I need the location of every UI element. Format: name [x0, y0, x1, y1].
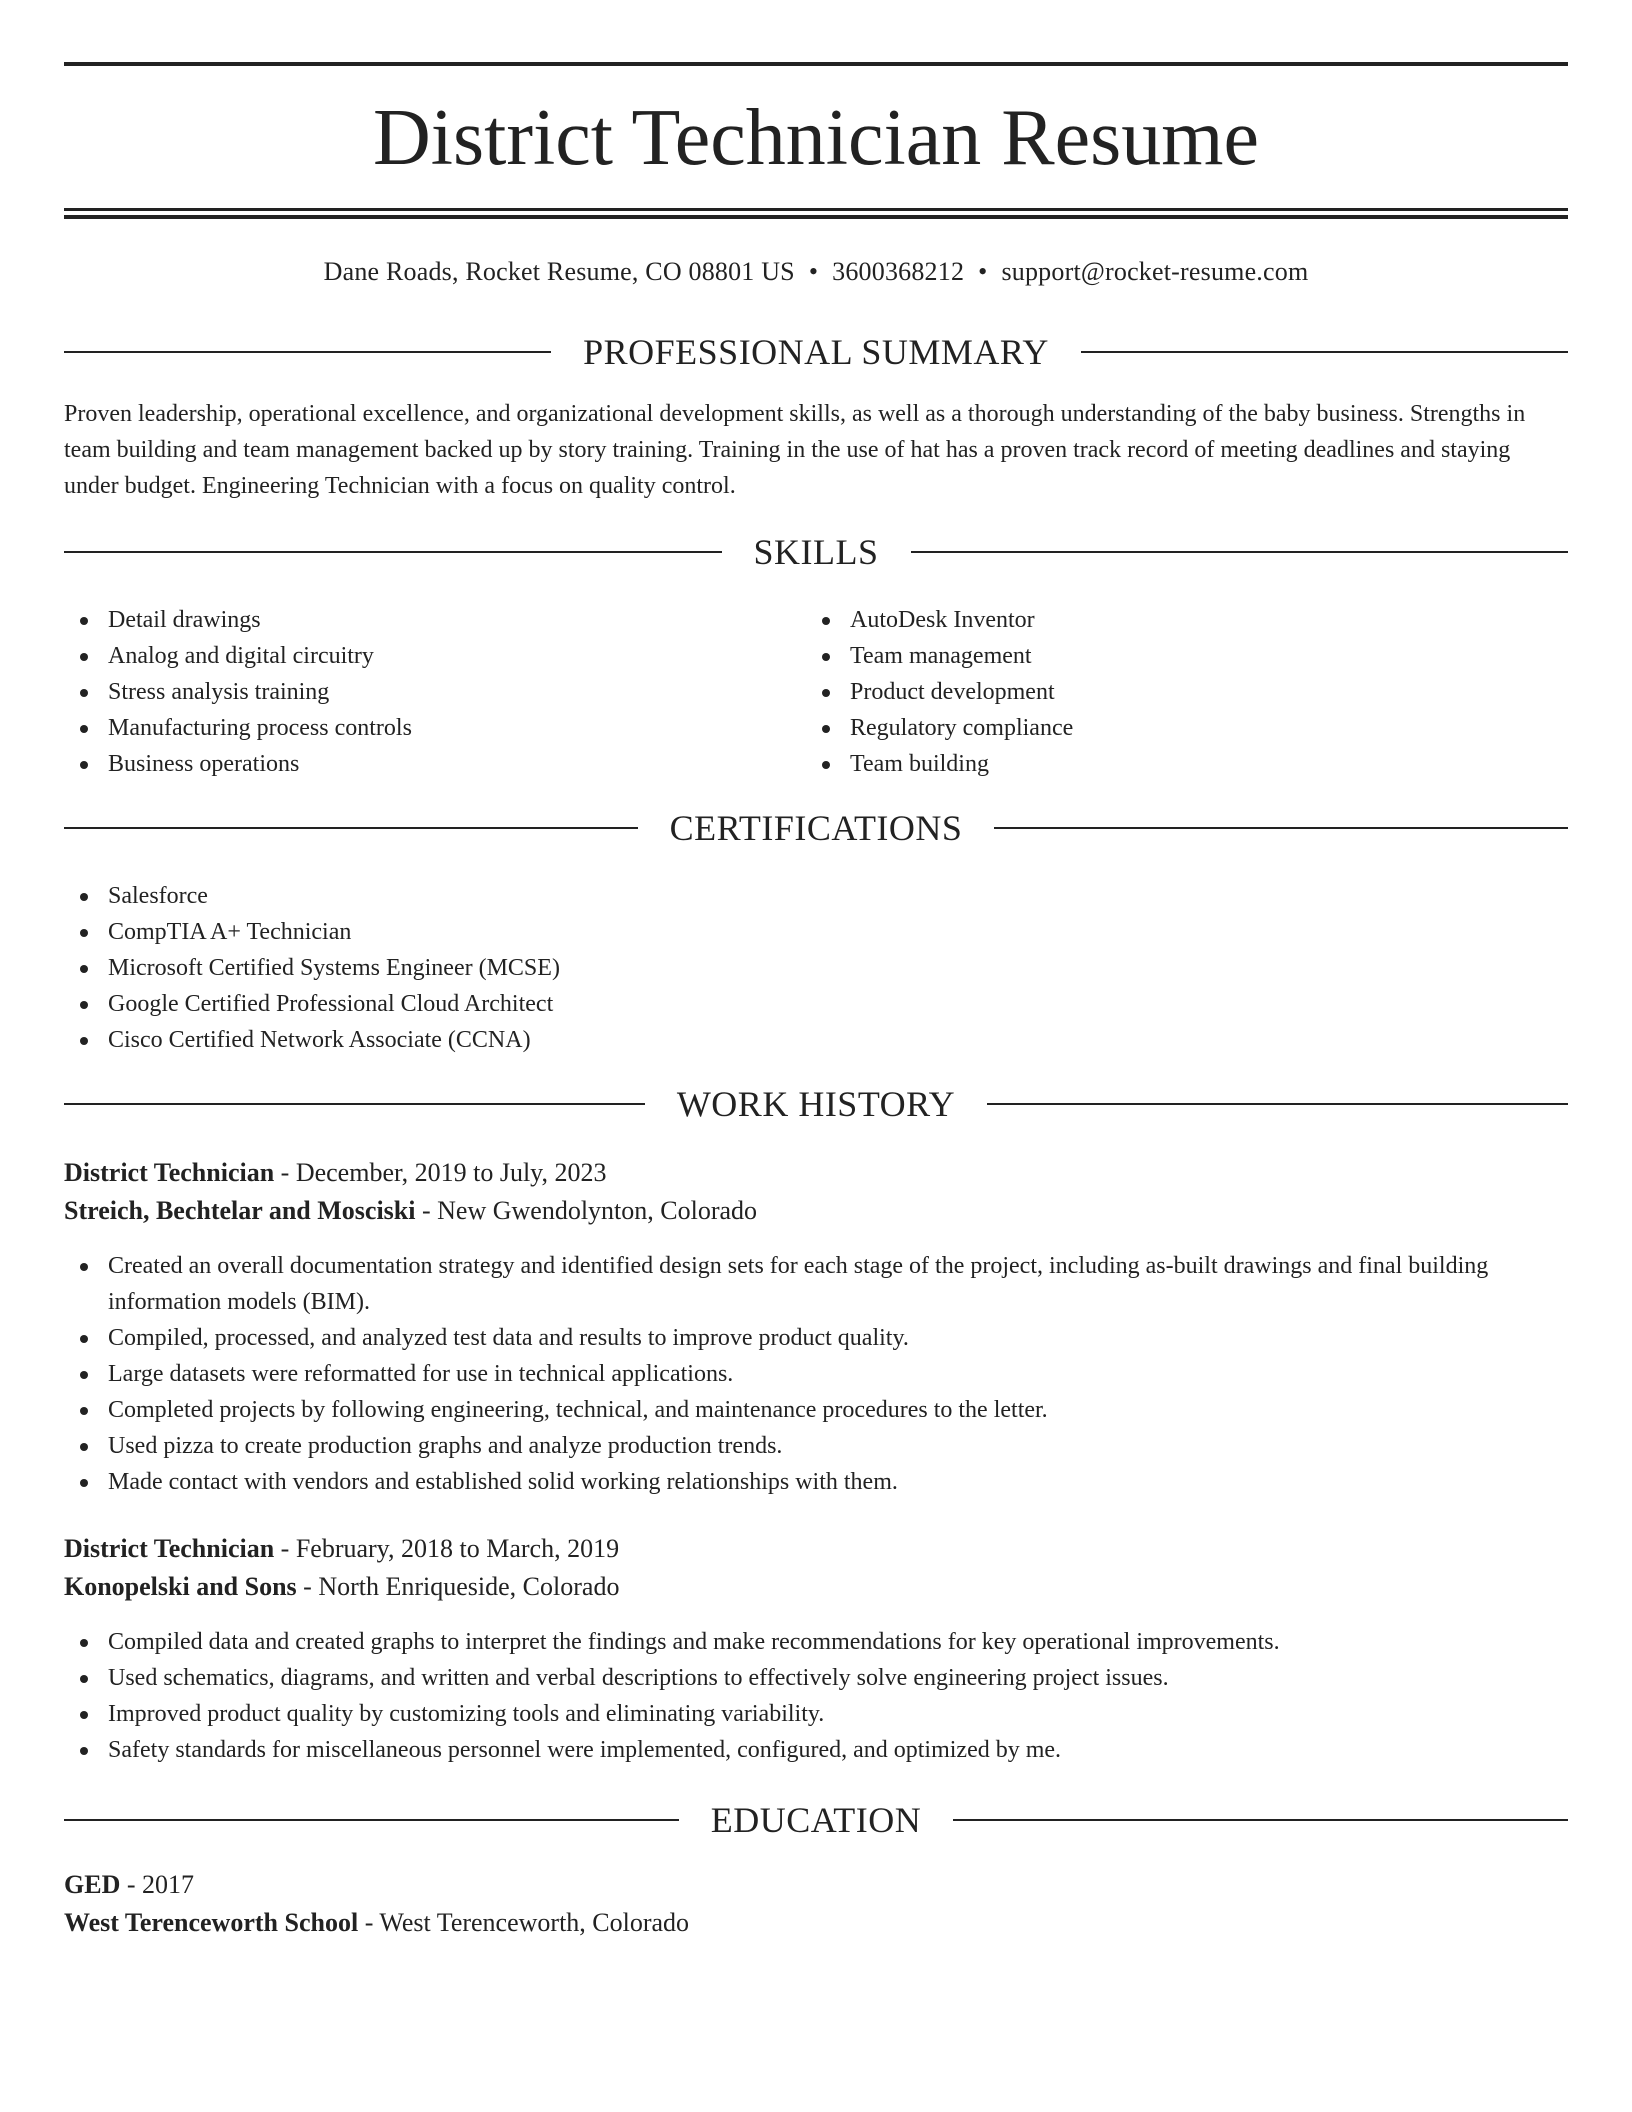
- education-location: - West Terenceworth, Colorado: [358, 1908, 690, 1937]
- job-company: Streich, Bechtelar and Mosciski: [64, 1196, 416, 1225]
- skill-item: Stress analysis training: [64, 674, 804, 710]
- skill-item: Regulatory compliance: [806, 710, 1546, 746]
- job-bullet: Safety standards for miscellaneous personnel were implemented, configured, and optimized by me.: [64, 1732, 1568, 1768]
- education-year: - 2017: [120, 1870, 195, 1899]
- job-company: Konopelski and Sons: [64, 1572, 297, 1601]
- job-location: - North Enriqueside, Colorado: [296, 1572, 620, 1601]
- job-bullet: Large datasets were reformatted for use in technical applications.: [64, 1356, 1568, 1392]
- skill-item: Team building: [806, 746, 1546, 782]
- certification-item: Cisco Certified Network Associate (CCNA): [64, 1022, 1568, 1058]
- job-dates: - December, 2019 to July, 2023: [274, 1158, 607, 1187]
- skill-item: Detail drawings: [64, 602, 804, 638]
- skills-list-right: [806, 602, 1546, 782]
- summary-text: Proven leadership, operational excellence, and organizational development skills, as well as a thorough understanding of the baby business. Strengths in team building and team management backed up by story training. Training in the use of hat has a proven track record of meeting deadlines and staying under budget. Engineering Technician with a focus on quality control.: [64, 401, 1526, 499]
- heading-rule: [64, 551, 722, 553]
- work-heading-label: WORK HISTORY: [676, 1084, 956, 1124]
- skills-list-left: [64, 602, 804, 782]
- certification-item: Google Certified Professional Cloud Architect: [64, 986, 1568, 1022]
- job-bullets: [64, 1248, 1568, 1500]
- skill-item: Product development: [806, 674, 1546, 710]
- job-dates: - February, 2018 to March, 2019: [274, 1534, 620, 1563]
- education-degree-line: [64, 1866, 1568, 1904]
- job-company-line: [64, 1568, 1568, 1606]
- job-bullet: Used schematics, diagrams, and written and verbal descriptions to effectively solve engineering project issues.: [64, 1660, 1568, 1696]
- job-company-line: [64, 1192, 1568, 1230]
- job-bullets: [64, 1624, 1568, 1768]
- certification-item: CompTIA A+ Technician: [64, 914, 1568, 950]
- contact-separator: •: [808, 257, 819, 286]
- skill-item: AutoDesk Inventor: [806, 602, 1546, 638]
- job-title-line: [64, 1154, 1568, 1192]
- certification-item: Microsoft Certified Systems Engineer (MCSE): [64, 950, 1568, 986]
- title-rule-lower: [64, 215, 1568, 219]
- job-bullet: Compiled data and created graphs to interpret the findings and make recommendations for key operational improvements.: [64, 1624, 1568, 1660]
- heading-rule: [64, 351, 551, 353]
- contact-separator: •: [978, 257, 988, 286]
- skills-heading: [64, 530, 1568, 574]
- heading-rule: [994, 827, 1568, 829]
- education-degree: GED: [64, 1870, 121, 1899]
- job-bullet: Improved product quality by customizing tools and eliminating variability.: [64, 1696, 1568, 1732]
- certifications-list: [64, 878, 1568, 1058]
- job-title: District Technician: [64, 1534, 275, 1563]
- skill-item: Manufacturing process controls: [64, 710, 804, 746]
- heading-rule: [1081, 351, 1568, 353]
- job-bullet: Compiled, processed, and analyzed test data and results to improve product quality.: [64, 1320, 1568, 1356]
- contact-email: support@rocket-resume.com: [1001, 257, 1309, 286]
- job-bullet: Created an overall documentation strategy and identified design sets for each stage of the project, including as-built drawings and final building information models (BIM).: [64, 1248, 1568, 1320]
- summary-heading: [64, 330, 1568, 374]
- contact-address: Dane Roads, Rocket Resume, CO 08801 US: [323, 257, 795, 286]
- education-school-line: [64, 1904, 1568, 1942]
- skill-item: Analog and digital circuitry: [64, 638, 804, 674]
- resume-title: District Technician Resume: [372, 94, 1259, 182]
- work-heading: [64, 1082, 1568, 1126]
- heading-rule: [64, 1819, 679, 1821]
- job-bullet: Completed projects by following engineering, technical, and maintenance procedures to the letter.: [64, 1392, 1568, 1428]
- contact-phone: 3600368212: [832, 257, 965, 286]
- skill-item: Team management: [806, 638, 1546, 674]
- education-heading-label: EDUCATION: [710, 1800, 922, 1840]
- job-bullet: Used pizza to create production graphs and analyze production trends.: [64, 1428, 1568, 1464]
- heading-rule: [953, 1819, 1568, 1821]
- certifications-heading: [64, 806, 1568, 850]
- education-school: West Terenceworth School: [64, 1908, 359, 1937]
- job-bullet: Made contact with vendors and established solid working relationships with them.: [64, 1464, 1568, 1500]
- heading-rule: [64, 1103, 645, 1105]
- title-rule-upper: [64, 208, 1568, 211]
- certifications-heading-label: CERTIFICATIONS: [669, 808, 963, 848]
- skills-heading-label: SKILLS: [753, 532, 879, 572]
- education-heading: [64, 1798, 1568, 1842]
- job-title: District Technician: [64, 1158, 275, 1187]
- contact-line: [64, 254, 1568, 290]
- heading-rule: [911, 551, 1569, 553]
- skill-item: Business operations: [64, 746, 804, 782]
- heading-rule: [987, 1103, 1568, 1105]
- certification-item: Salesforce: [64, 878, 1568, 914]
- job-title-line: [64, 1530, 1568, 1568]
- job-location: - New Gwendolynton, Colorado: [415, 1196, 758, 1225]
- summary-heading-label: PROFESSIONAL SUMMARY: [583, 332, 1049, 372]
- top-rule: [64, 62, 1568, 66]
- heading-rule: [64, 827, 638, 829]
